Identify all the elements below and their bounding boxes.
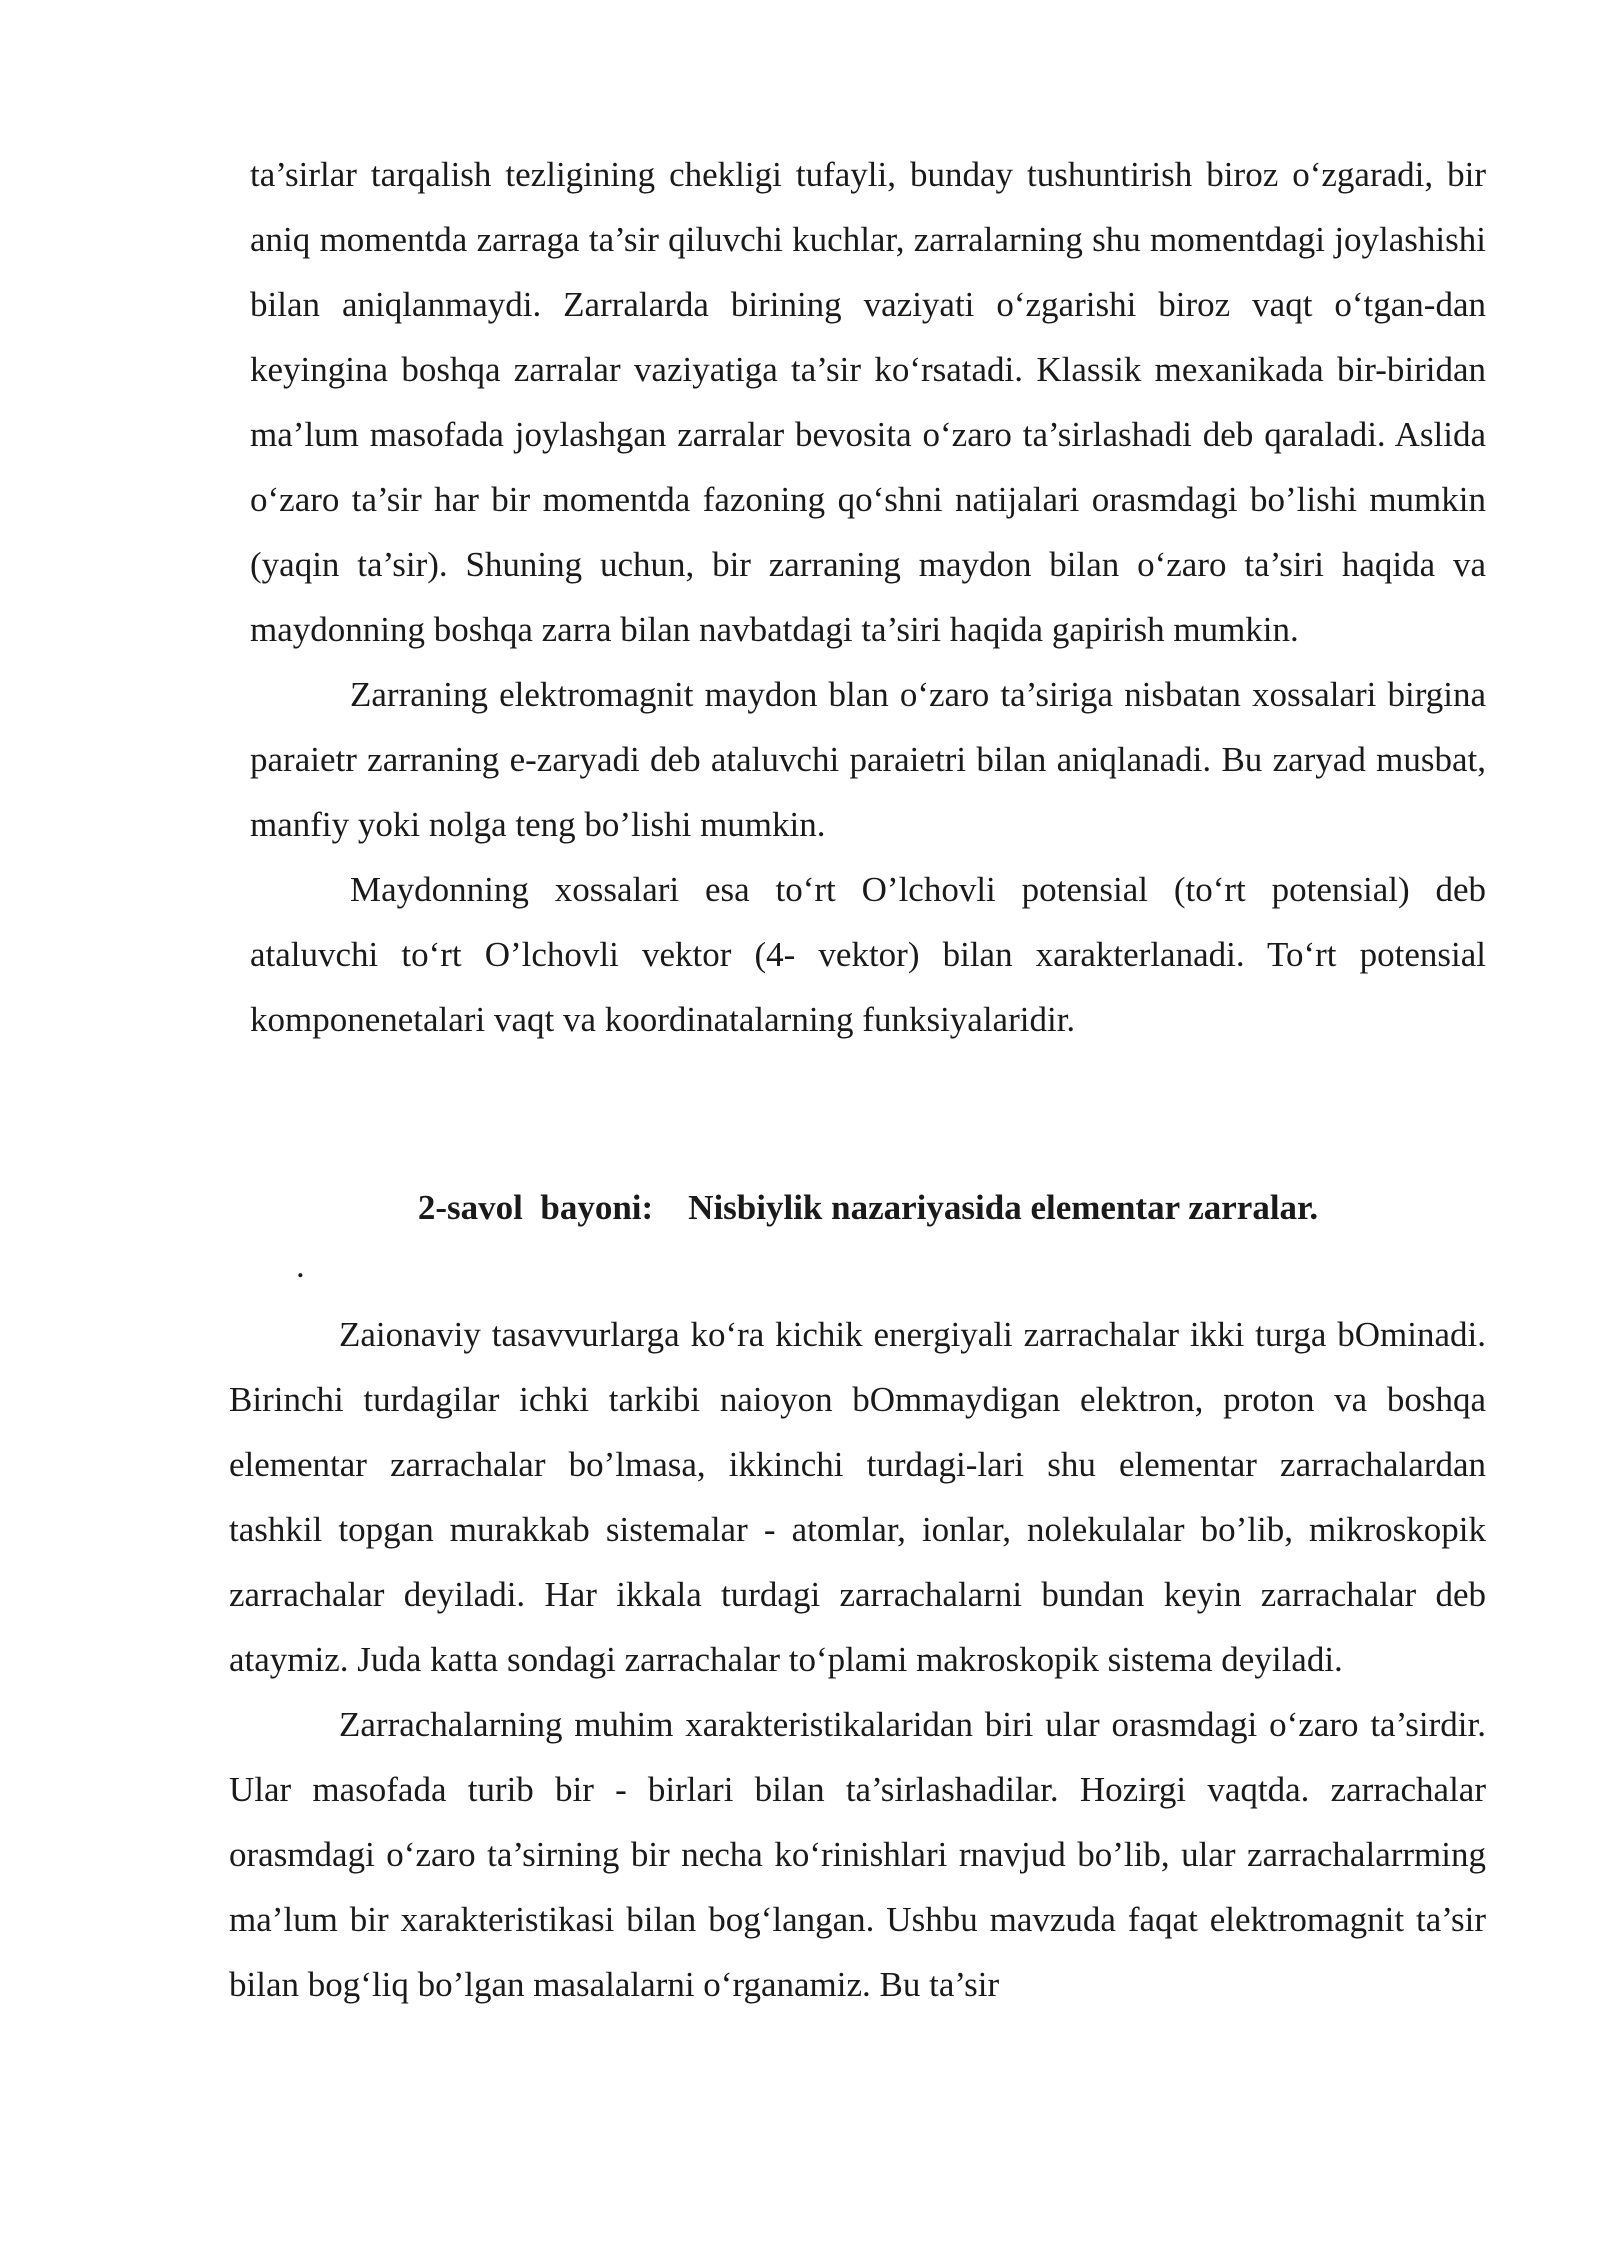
section-heading: 2-savol bayoni: Nisbiylik nazariyasida elementar zarralar. bbox=[417, 1188, 1319, 1227]
section-1-text bbox=[250, 142, 1486, 1052]
paragraph-2-2: Zarrachalarning muhim xarakteristikalaridan biri ular orasmdagi o‘zaro ta’sirdir. Ular masofada turib bir - birlari bilan ta’sirlashadilar. Hozirgi vaqtda. zarrachalar orasmdagi o‘zaro ta’sirning bir necha ko‘rinishlari rnavjud bo’lib, ular zarrachalarrming ma’lum bir xarakteristikasi bilan bog‘langan. Ushbu mavzuda faqat elektromagnit ta’sir bilan bog‘liq bo’lgan masalalarni o‘rganamiz. Bu ta’sir bbox=[229, 1705, 1486, 2004]
section-2-text bbox=[229, 1302, 1486, 2017]
stray-dot: . bbox=[296, 1246, 305, 1285]
paragraph-1-2: Zarraning elektromagnit maydon blan o‘zaro ta’siriga nisbatan xossalari birgina paraietr zarraning e-zaryadi deb ataluvchi paraietri bilan aniqlanadi. Bu zaryad musbat, manfiy yoki nolga teng bo’lishi mumkin. bbox=[250, 675, 1486, 844]
paragraph-1-3: Maydonning xossalari esa to‘rt O’lchovli potensial (to‘rt potensial) deb ataluvchi to‘rt O’lchovli vektor (4- vektor) bilan xarakterlanadi. To‘rt potensial komponenetalari vaqt va koordinatalarning funksiyalaridir. bbox=[250, 870, 1486, 1039]
paragraph-2-1: Zaionaviy tasavvurlarga ko‘ra kichik energiyali zarrachalar ikki turga bOminadi. Birinchi turdagilar ichki tarkibi naioyon bOmmaydigan elektron, proton va boshqa elementar zarrachalar bo’lmasa, ikkinchi turdagi-lari shu elementar zarrachalardan tashkil topgan murakkab sistemalar - atomlar, ionlar, nolekulalar bo’lib, mikroskopik zarrachalar deyiladi. Har ikkala turdagi zarrachalarni bundan keyin zarrachalar deb ataymiz. Juda katta sondagi zarrachalar to‘plami makroskopik sistema deyiladi. bbox=[229, 1315, 1486, 1679]
paragraph-1-1: ta’sirlar tarqalish tezligining chekligi tufayli, bunday tushuntirish biroz o‘zgaradi, bir aniq momentda zarraga ta’sir qiluvchi kuchlar, zarralarning shu momentdagi joylashishi bilan aniqlanmaydi. Zarralarda birining vaziyati o‘zgarishi biroz vaqt o‘tgan-dan keyingina boshqa zarralar vaziyatiga ta’sir ko‘rsatadi. Klassik mexanikada bir-biridan ma’lum masofada joylashgan zarralar bevosita o‘zaro ta’sirlashadi deb qaraladi. Aslida o‘zaro ta’sir har bir momentda fazoning qo‘shni natijalari orasmdagi bo’lishi mumkin (yaqin ta’sir). Shuning uchun, bir zarraning maydon bilan o‘zaro ta’siri haqida va maydonning boshqa zarra bilan navbatdagi ta’siri haqida gapirish mumkin. bbox=[250, 155, 1486, 649]
